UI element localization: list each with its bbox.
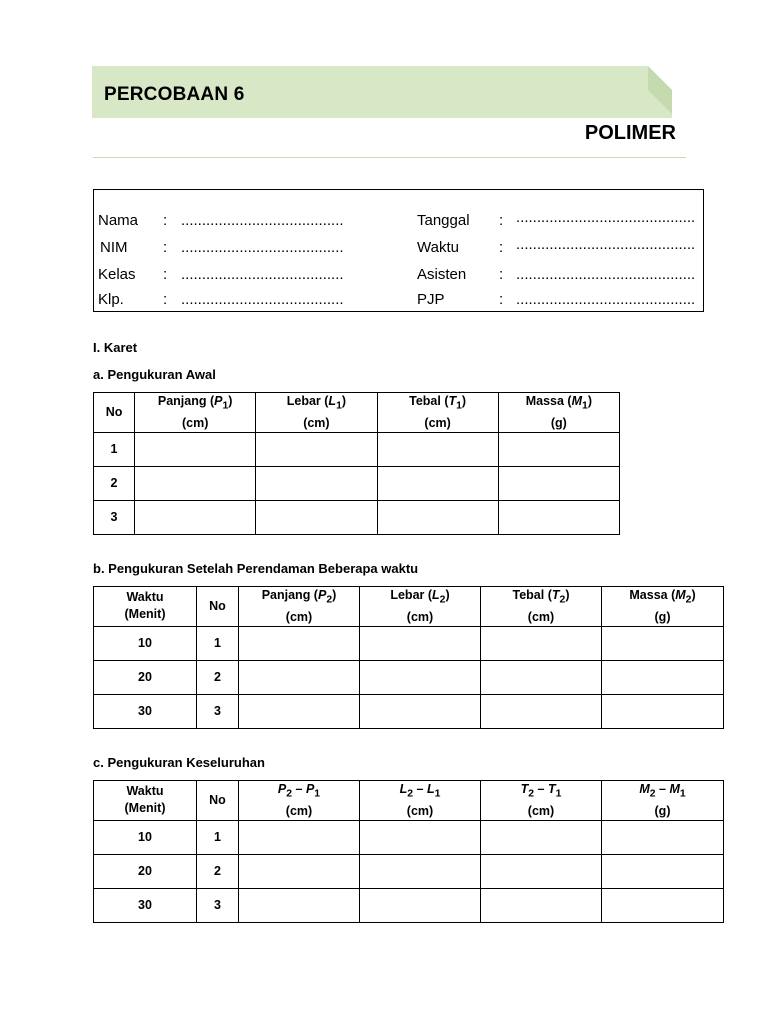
- input-cell[interactable]: [360, 626, 481, 660]
- minus: –: [292, 782, 306, 796]
- time-value: 10: [94, 820, 197, 854]
- paren: ): [341, 394, 347, 408]
- unit: (cm): [285, 609, 313, 624]
- table-after-soaking: [93, 586, 724, 729]
- symbol: P: [214, 394, 223, 408]
- input-cell[interactable]: [239, 888, 360, 922]
- time-label: Waktu: [417, 239, 459, 256]
- input-cell[interactable]: [360, 660, 481, 694]
- page-title: PERCOBAAN 6: [104, 84, 245, 105]
- subscript: 2: [528, 788, 535, 800]
- header-banner: [92, 66, 672, 118]
- header-length-diff: [239, 781, 360, 821]
- input-cell[interactable]: [256, 500, 377, 534]
- pjp-label: PJP: [417, 291, 445, 308]
- header-divider: [93, 157, 686, 158]
- symbol: T: [520, 782, 529, 796]
- row-number: 3: [197, 888, 239, 922]
- header-text: Tebal (: [409, 394, 449, 408]
- paren: ): [445, 588, 450, 602]
- input-cell[interactable]: [481, 854, 602, 888]
- input-cell[interactable]: [256, 432, 377, 466]
- row-number: 3: [197, 694, 239, 728]
- input-cell[interactable]: [377, 432, 498, 466]
- date-label: Tanggal: [417, 212, 470, 229]
- unit: (g): [550, 415, 567, 430]
- paren: ): [332, 588, 337, 602]
- symbol: L: [328, 394, 337, 408]
- time-value: 30: [94, 888, 197, 922]
- header-time: [94, 587, 197, 627]
- name-label: Nama: [98, 212, 139, 229]
- header-thickness: [377, 393, 498, 433]
- identity-row: [94, 209, 703, 234]
- row-number: 1: [197, 820, 239, 854]
- input-cell[interactable]: [481, 888, 602, 922]
- table-row: [94, 466, 620, 500]
- input-cell[interactable]: [135, 432, 256, 466]
- section-b-title: b. Pengukuran Setelah Perendaman Beberapa waktu: [93, 561, 419, 576]
- input-cell[interactable]: [602, 888, 724, 922]
- paren: ): [587, 394, 592, 408]
- unit: (cm): [285, 803, 313, 818]
- symbol: T: [551, 588, 560, 602]
- colon: :: [499, 239, 504, 256]
- row-number: 2: [197, 854, 239, 888]
- input-cell[interactable]: [135, 466, 256, 500]
- subscript: 1: [679, 788, 686, 800]
- unit: (g): [654, 609, 671, 624]
- input-cell[interactable]: [481, 626, 602, 660]
- input-cell[interactable]: [239, 820, 360, 854]
- input-cell[interactable]: [498, 500, 619, 534]
- subscript: 1: [555, 788, 562, 800]
- symbol: T: [448, 394, 457, 408]
- colon: :: [163, 239, 168, 256]
- table-row: [94, 500, 620, 534]
- nim-label: NIM: [100, 239, 128, 256]
- unit: (cm): [527, 803, 555, 818]
- header-text: Tebal (: [512, 588, 552, 602]
- identity-row: [94, 266, 703, 288]
- unit: (cm): [424, 415, 451, 430]
- symbol: P: [277, 782, 287, 796]
- input-cell[interactable]: [239, 694, 360, 728]
- header-text: Panjang (: [261, 588, 318, 602]
- colon: :: [499, 212, 504, 229]
- unit: (g): [654, 803, 671, 818]
- symbol: M: [669, 782, 680, 796]
- pjp-field[interactable]: ...........................................: [516, 291, 696, 308]
- minus: –: [655, 782, 670, 796]
- colon: :: [163, 266, 168, 283]
- minus: –: [413, 782, 427, 796]
- unit: (cm): [406, 803, 434, 818]
- input-cell[interactable]: [360, 854, 481, 888]
- subscript: 2: [685, 594, 692, 606]
- header-text: Panjang (: [157, 394, 215, 408]
- input-cell[interactable]: [498, 432, 619, 466]
- table-row: [94, 820, 724, 854]
- input-cell[interactable]: [360, 694, 481, 728]
- header-thickness-diff: [481, 781, 602, 821]
- identity-box: [93, 189, 704, 312]
- table-row: [94, 854, 724, 888]
- unit: (cm): [406, 609, 434, 624]
- header-width-diff: [360, 781, 481, 821]
- paren: ): [461, 394, 467, 408]
- header-mass: [602, 587, 724, 627]
- colon: :: [499, 291, 504, 308]
- colon: :: [163, 212, 168, 229]
- subscript: 1: [456, 400, 462, 412]
- input-cell[interactable]: [602, 854, 724, 888]
- input-cell[interactable]: [377, 500, 498, 534]
- row-number: 2: [197, 660, 239, 694]
- input-cell[interactable]: [481, 660, 602, 694]
- paren: ): [228, 394, 233, 408]
- section-a-title: a. Pengukuran Awal: [93, 367, 216, 382]
- header-thickness: [481, 587, 602, 627]
- paren: ): [691, 588, 696, 602]
- header-no: No: [197, 781, 239, 821]
- nim-field[interactable]: .......................................: [181, 239, 344, 256]
- group-field[interactable]: .......................................: [181, 291, 344, 308]
- section-karet: I. Karet: [93, 340, 138, 355]
- symbol: M: [675, 588, 686, 602]
- input-cell[interactable]: [239, 626, 360, 660]
- minus: –: [534, 782, 548, 796]
- row-number: 2: [94, 466, 135, 500]
- symbol: P: [317, 588, 327, 602]
- header-text: Lebar (: [286, 394, 329, 408]
- subscript: 1: [314, 788, 321, 800]
- time-value: 10: [94, 626, 197, 660]
- subscript: 1: [434, 788, 441, 800]
- page-subtitle: POLIMER: [584, 122, 676, 144]
- header-no: No: [94, 393, 135, 433]
- header-length: [239, 587, 360, 627]
- name-field[interactable]: .......................................: [181, 212, 344, 229]
- assistant-label: Asisten: [417, 266, 467, 283]
- input-cell[interactable]: [498, 466, 619, 500]
- group-label: Klp.: [98, 291, 124, 308]
- symbol: T: [547, 782, 556, 796]
- input-cell[interactable]: [481, 820, 602, 854]
- unit: (cm): [527, 609, 555, 624]
- header-text: Massa (: [525, 394, 572, 408]
- subscript: 2: [439, 594, 446, 606]
- colon: :: [499, 266, 504, 283]
- table-overall-measurement: [93, 780, 724, 923]
- input-cell[interactable]: [360, 888, 481, 922]
- subscript: 1: [336, 400, 342, 412]
- table-header-row: [94, 781, 724, 821]
- date-field[interactable]: ...........................................: [516, 209, 696, 226]
- input-cell[interactable]: [239, 660, 360, 694]
- symbol: M: [639, 782, 650, 796]
- time-value: 20: [94, 854, 197, 888]
- input-cell[interactable]: [135, 500, 256, 534]
- header-text: Lebar (: [390, 588, 433, 602]
- time-field[interactable]: ...........................................: [516, 236, 696, 253]
- symbol: M: [571, 394, 583, 408]
- table-row: [94, 660, 724, 694]
- class-label: Kelas: [98, 266, 136, 283]
- input-cell[interactable]: [481, 694, 602, 728]
- header-no: No: [197, 587, 239, 627]
- subscript: 2: [286, 788, 293, 800]
- symbol: L: [432, 588, 440, 602]
- header-text: Waktu: [126, 590, 164, 605]
- input-cell[interactable]: [360, 820, 481, 854]
- subscript: 1: [222, 400, 229, 412]
- identity-row: [94, 291, 703, 313]
- input-cell[interactable]: [602, 820, 724, 854]
- header-time: [94, 781, 197, 821]
- input-cell[interactable]: [239, 854, 360, 888]
- unit: (Menit): [124, 801, 166, 816]
- input-cell[interactable]: [602, 626, 724, 660]
- input-cell[interactable]: [602, 660, 724, 694]
- subscript: 2: [407, 788, 414, 800]
- header-text: Massa (: [629, 588, 676, 602]
- row-number: 1: [94, 432, 135, 466]
- table-header-row: [94, 393, 620, 433]
- input-cell[interactable]: [602, 694, 724, 728]
- symbol: L: [426, 782, 435, 796]
- time-value: 20: [94, 660, 197, 694]
- row-number: 3: [94, 500, 135, 534]
- unit: (cm): [181, 415, 209, 430]
- assistant-field[interactable]: ...........................................: [516, 266, 696, 283]
- table-header-row: [94, 587, 724, 627]
- subscript: 2: [326, 594, 333, 606]
- section-c-title: c. Pengukuran Keseluruhan: [93, 755, 265, 770]
- identity-row: [94, 236, 703, 261]
- class-field[interactable]: .......................................: [181, 266, 344, 283]
- header-mass: [498, 393, 619, 433]
- table-row: [94, 626, 724, 660]
- colon: :: [163, 291, 168, 308]
- header-length: [135, 393, 256, 433]
- subscript: 2: [559, 594, 566, 606]
- table-row: [94, 888, 724, 922]
- table-row: [94, 694, 724, 728]
- paren: ): [565, 588, 570, 602]
- header-width: [256, 393, 377, 433]
- subscript: 2: [649, 788, 656, 800]
- input-cell[interactable]: [256, 466, 377, 500]
- input-cell[interactable]: [377, 466, 498, 500]
- symbol: P: [305, 782, 315, 796]
- table-row: [94, 432, 620, 466]
- header-width: [360, 587, 481, 627]
- unit: (Menit): [124, 607, 166, 622]
- unit: (cm): [303, 415, 330, 430]
- table-initial-measurement: [93, 392, 620, 535]
- header-text: Waktu: [126, 784, 164, 799]
- symbol: L: [399, 782, 408, 796]
- row-number: 1: [197, 626, 239, 660]
- header-mass-diff: [602, 781, 724, 821]
- subscript: 1: [582, 400, 588, 412]
- time-value: 30: [94, 694, 197, 728]
